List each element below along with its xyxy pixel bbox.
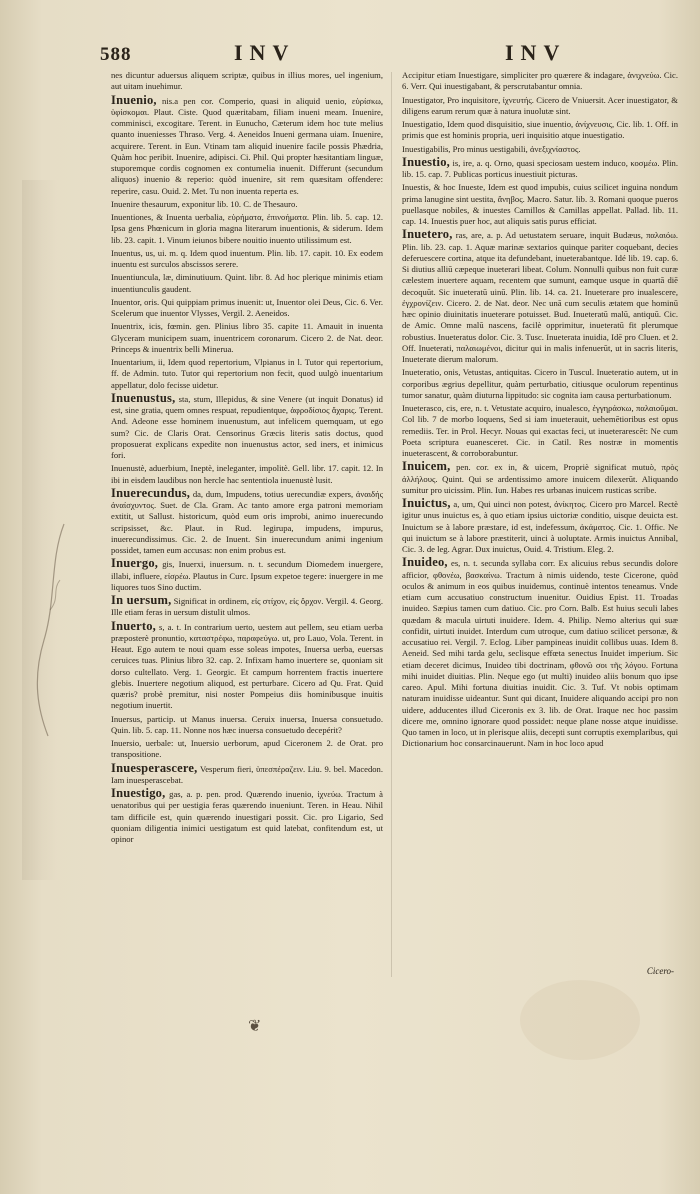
running-head-left: INV (234, 40, 296, 65)
entry-text: Vesperum fieri, ὑπεσπέραζειν. Liu. 9. bel. Macedon. Iam inuesperascebat. (111, 763, 384, 785)
left-entry (111, 321, 383, 355)
right-entry (402, 557, 678, 749)
entry-text: a, um, Qui uinci non potest, ἀνίκητος. Cicero pro Marcel. Rectè igitur unus inuictus es, à quo etiam ipsius uictoriæ conditio, uisque deuicta est. Inuictum se à labore præstare, id est, indefessum, ἀκάματος. Cic. 1. Offic. Ne qui inuictum se à labore præstiterit, uinci à uoluptate. Armis inuictus Annibal, Cic. 3. de leg. Agrar. Dux inuictus, Ouid. 4. Tristium. Eleg. 2. (402, 499, 678, 554)
right-entry (402, 461, 678, 496)
entry-text: Inuenire thesaurum, exponitur lib. 10. C. de Thesauro. (111, 198, 298, 209)
right-entry (402, 182, 678, 227)
entry-text: Inuentrix, icis, fœmin. gen. Plinius libro 35. capite 11. Amauit in inuenta Glyceram municipem suam, inuentricem coronarum. Cicero 2. de Nat. deor. Princeps & inuentrix belli Minerua. (111, 321, 383, 354)
left-entry (111, 595, 383, 619)
right-entry (402, 95, 678, 118)
catchword: Cicero- (646, 966, 674, 976)
right-column (402, 70, 678, 752)
page-header (0, 40, 700, 66)
headword: Inuestio, (402, 154, 450, 169)
entry-text: Inuersio, uerbale: ut, Inuersio uerborum, apud Ciceronem 2. de Orat. pro transpositione. (111, 738, 383, 760)
entry-text: pen. cor. ex in, & uicem, Propriè significat mutuò, πρὸς ἀλλήλους. Quint. Qui se ardentissimo amore inuicem dilexerūt. Aliquando sumitur pro uicissim. Plin. Iun. Habes res urbanas inuicem rusticas scribe. (402, 462, 679, 495)
left-column (111, 70, 383, 847)
left-entry (111, 485, 383, 557)
running-head-right: INV (505, 40, 567, 65)
right-entry (402, 144, 678, 155)
left-entry (111, 272, 383, 295)
printer-ornament: ❦ (248, 1018, 263, 1035)
left-entry (111, 357, 383, 391)
headword: Inuergo, (111, 556, 159, 571)
headword: In uersum, (111, 593, 172, 607)
left-entry (111, 92, 383, 197)
headword: Inuenio, (111, 92, 157, 107)
headword: Inuerto, (111, 618, 157, 633)
entry-text: Inuestigator, Pro inquisitore, ἰχνευτής. Cicero de Vniuersit. Acer inuestigator, & diligens earum rerum quæ à natura inuolutæ sint. (402, 94, 678, 116)
entry-text: s, a. t. In contrarium uerto, uestem aut pellem, seu etiam uerba præposterè pronuntio, καταστρέφω, παραφεύγω. ut, pro Lauo, Vola. Terent. in Heaut. Ego autem te noui quam esse soleas impotes, Inuersa uerba, euersas ceruices tuas. Plinius libro 32. cap. 2. Infixam hamo inuertere se, quoniam sit dorso cultellato. Verg. 1. Georgic. Et campum horrentem fractis inuertere glebis. Inuertere negotium aliquod, est perturbare. Cicero ad Qu. Frat. Quid quæris? probè premitur, nisi noster Pompeius diis hominibusque inuitis negotium inuertit. (111, 621, 383, 711)
left-entry (111, 199, 383, 210)
right-entry (402, 229, 678, 365)
right-entry (402, 367, 678, 401)
entry-text: ras, are, a. p. Ad uetustatem seruare, inquit Budæus, παλαιόω. Plin. lib. 23. cap. 1. Aquæ marinæ sextarios quinque pariter coquebant, decies deferuescere cortina, atque ita defundebant, inueterabantque. Idé lib. 19. cap. 6. Si diutius alliū cæpeque inueterari libeat. Colum. Nonnulli quibus non fuit curæ cælestem inuertere aquam, recentem que sumunt, eamque usque in quartā diē decoquūt. Sic inueteratū uinū. Plin. lib. 14. ca. 21. Inueterare pro inualescere, ἐγχρονίζειν. Cicero. 2. de Nat. deor. Nec unā cum seculis ætatem que hominū hæc opinio diuinitatis inueterare potuisset. Bud. Inueteratū malū, antiquū. Cic. de Amic. Omne malū nascens, facilè opprimitur, inueteratū fit plerumque robustius. Inueteratus dolor. Cic. 3. Tusc. Inueterata inuidia, Idē pro Cluen. et 2. Off. Inueterati, παλαιωμένοι, dicitur qui in malis infenuerūt, ut in sacris literis, Inueterate dierum malorum. (402, 230, 679, 364)
entry-text: nes dicuntur aduersus aliquem scriptæ, quibus in illius mores, uel ingenium, aut uitam inuehimur. (111, 70, 383, 92)
right-entry (402, 154, 678, 181)
entry-text: Inuestigabilis, Pro minus uestigabili, ἀνεξιχνίαστος. (402, 143, 581, 154)
entry-text: gas, a. p. pen. prod. Quærendo inuenio, ἰχνεύω. Tractum à uenatoribus qui per uestigia feras quærendo inueniunt. Teren. in Heau. Nihil tam difficile est, quin quærendo inuestigari possit. Cic. pro Ligario, Sed quoniam diligentia inimici uestigatum est quid latebat, confitendum est, ut opinor (111, 789, 383, 844)
left-entry (111, 248, 383, 271)
entry-text: Inuestis, & hoc Inueste, Idem est quod impubis, cuius scilicet inguina nondum prima lanugine sint uestita, ἄνηβος. Macro. Satur. lib. 3. Romani quoque pueros puellasque nobiles, & inuestes Camillos & Camillas appellat. Pallad. lib. 11. cap. 14. Inuestis puer hoc, aut aliquis satis purus efficiat. (402, 182, 678, 226)
entry-text: Inuentus, us, ui. m. q. Idem quod inuentum. Plin. lib. 17. capit. 10. Ex eodem inuentu est surculos abscissos serere. (111, 247, 383, 269)
margin-handwriting-mark (30, 520, 70, 740)
entry-text: gis, Inuerxi, inuersum. n. t. secundum Diomedem inuergere, illabi, influere, εἰσρέω. Plautus in Curc. Ipsum expetoe tegere: inuergere in me liquores tuos Sino ductim. (111, 559, 383, 592)
entry-text: Accipitur etiam Inuestigare, simpliciter pro quærere & indagare, ἀνιχνεύω. Cic. 6. Verr. Qui inuestigabant, & perscrutabantur omnia. (402, 70, 678, 92)
entry-text: Inuentor, oris. Qui quippiam primus inuenit: ut, Inuentor olei Deus, Cic. 6. Ver. Scelerum que inuentor Vlysses, Vergil. 2. Aeneidos. (111, 296, 383, 318)
entry-text: da, dum, Impudens, totius uerecundiæ expers, ἀναιδής ἀναίσχυντος. Suet. de Cla. Gram. Ac tanto amore erga patroni memoriam extitit, ut Sallust. historicum, quòd eum oris improbi, animo inuerecundo scripsisset, &c. Plaut. in Rud. legirupa, impudens, impurus, inuerecundissimus. Cic. 2. de Inuent. Sin inuerecundum animi ingenium possidet, tamen eum accusas: non enim probus est. (111, 488, 383, 555)
entry-text: sta, stum, Illepidus, & sine Venere (ut inquit Donatus) id est, sine gratia, quem omnes respuat, repudientque, ἀφροδίσιος ἄχαρις. Terent. And. Adeone esse hominem inuenustum, aut infelicem quemquam, ut ego sum? Cic. de Claris Orat. Censorinus Græcis literis satis doctus, quod proposuerat explicans expedite non inuenustus actor, sed iners, et inimicus fori. (111, 393, 383, 460)
headword: Inuenustus, (111, 390, 176, 405)
left-entry (111, 760, 384, 787)
headword: Inuesperascere, (111, 760, 198, 775)
entry-text: Inuestigatio, Idem quod disquisitio, siue inuentio, ἀνίχνευσις, Cic. lib. 1. Off. in primis que est hominis propria, ueri inquisitio atque inuestigatio. (402, 119, 678, 141)
left-entry (111, 390, 383, 462)
entry-text: Inuentarium, ii, Idem quod repertorium, Vlpianus in l. Tutor qui repertorium, ff. de Admin. tuto. Tutor qui repertorium non fecit, quod uulgò inuentarium appellatur, dolo fecisse uidetur. (111, 357, 383, 390)
left-entry (111, 558, 383, 593)
right-entry (402, 70, 678, 93)
right-entry (402, 119, 678, 142)
entry-text: Significat in ordinem, εἰς στίχον, εἰς ὄρχον. Vergil. 4. Georg. Ille etiam feras in uersum distulit ulmos. (111, 596, 383, 618)
paper-stain (520, 980, 640, 1060)
headword: Inuerecundus, (111, 485, 191, 500)
column-divider (391, 72, 392, 977)
left-entry (111, 738, 383, 761)
headword: Inuideo, (402, 555, 448, 570)
entry-text: Inuentiones, & Inuenta uerbalia, εὑρήματα, ἐπινοήματα. Plin. lib. 5. cap. 12. Ipsa gens Phœnicum in gloria magna literarum inuentionis, & siderum. Idem lib. 23. capit. 1. Vinum ieiunos bibere nouitio inuento utilissimum est. (111, 212, 383, 245)
entry-text: is, ire, a. q. Orno, quasi speciosam uestem induco, κοσμέω. Plin. lib. 15. cap. 7. Publicas porticus inuestiuit picturas. (402, 157, 678, 179)
page-number: 588 (100, 44, 132, 65)
entry-text: Inueteratio, onis, Vetustas, antiquitas. Cicero in Tuscul. Inueteratio autem, ut in corporibus ægrius depellitur, quàm perturbatio, citiusque oculorum repentinus tumor sanatur, quàm diuturna lippitudo: sic cognita iam causa perturbationum. (402, 367, 678, 400)
headword: Inuictus, (402, 496, 451, 510)
left-entry (111, 463, 383, 486)
left-entry (111, 297, 383, 320)
headword: Inuestigo, (111, 786, 166, 800)
left-entry (111, 212, 383, 246)
entry-text: Inuenustè, aduerbium, Ineptè, ineleganter, impolitè. Gell. libr. 17. capit. 12. In ibi in eisdem laudibus non hercle hac sententiola inuenustè lusit. (111, 463, 383, 485)
right-entry (402, 403, 678, 459)
left-entry (111, 70, 383, 93)
entry-text: es, n. t. secunda syllaba corr. Ex alicuius rebus secundis dolore afficior, φθονέω, βασκαίνω. Tractum à nimis uidendo, teste Cicerone, quòd oculos & animum in eos quibus inuidemus, continuè intentos teneamus. Vnde etiam cum accusatiuo constructum inuenitur. Ouidius Epist. 11. Troadas inuideo. Sæpius tamen cum datiuo. Cic. pro Corn. Balb. Est huius seculi labes quædam & macula uirtuti inuidere. Idem. 4. Philip. Nemo alterius qui suæ confidit, uirtuti inuidet. Interdum cum utroque, cum datiuo scilicet personæ, & accusatiuo rei. Vergil. 7. Eclog. Liber pampineas inuidit collibus uuas. Idem 8. Aeneid. Sed mihi tarda gelu, seclisque effœta senectus Inuidet imperium. Sic etiam deceret dicimus, Inuideo tibi doctrinam, φθονῶ σοι τῆς λόγου. Fortuna mihi inuidet diuitias. Plin. Neque ego (ut multi) inuideo aliis bonum quo ipse careo. Apul. Mihi fortuna diuitias inuidit. Cic. 3. Tuf. Vt nobis optimam naturam inuidisse uideantur. Sunt qui dicant, Inuidere aliquando accipi pro non uidere, adducentes illud Ciceronis ex 3. lib. de Orat. Iraque nec hoc passim dicere me, omnino ignorare quod possidet: neque plane nosse atque inuidisse. Quo tamen in loco, ut in plerisque aliis, decepti sunt corruptis exemplaribus, qui Dictionarium hoc consarcinauerunt. Nam in hoc loco apud (402, 558, 678, 749)
entry-text: Inueterasco, cis, ere, n. t. Vetustate acquiro, inualesco, ἐγγηράσκω, παλαιοῦμαι. Col lib. 7 de morbo loquens, Sed si iam inueterauit, uehemētioribus est opus remediis. Ter. in Prol. Hecyr. Nouas qui exactas feci, ut inueterarescēt: Ne cum Poeta scriptura euanesceret. Cic. in Catil. Res nostræ in momentis inueterascent, & corroborabuntur. (402, 403, 678, 458)
headword: Inuetero, (402, 227, 453, 242)
entry-text: Inuersus, particip. ut Manus inuersa. Ceruix inuersa, Inuersa consuetudo. Quin. lib. 5. cap. 11. Nonne nos hæc inuersa consuetudo decepérit? (111, 713, 383, 735)
headword: Inuicem, (402, 459, 451, 474)
entry-text: Inuentiuncula, læ, diminutiuum. Quint. libr. 8. Ad hoc plerique minimis etiam inuentiunculis gaudent. (111, 272, 383, 294)
left-entry (111, 714, 383, 737)
left-entry (111, 788, 383, 845)
right-entry (402, 498, 678, 555)
left-entry (111, 618, 383, 712)
entry-text: nis.a pen cor. Comperio, quasi in aliquid uenio, εὑρίσκω, ὑφίσκομαι. Plaut. Ciste. Quod quæritabam, filiam inueni meam. Inuenire, comminisci, excogitare. Terent. in Eunucho, Cæterum idem hoc tute melius quanto inueniesses Thraso. Verg. 4. Aeneidos Inueni germana uiam. Inuenire, acquirere. Terent. in Eun. Vtinam tam aliquid inuenire facile possis Phædria, Quàm hoc peribit. Inuenire, adipisci. Ci. Phil. Qui propter hæsitantiam linguæ, stuporemque cordis cognomen ex contumelia inuenit. Differunt (secundum aliquos) inuenio & reperio: quòd inuenire, sit rem quæsitam offendere: reperire, casu. Ouid. 2. Met. Tu non inuenta reperta es. (111, 95, 383, 196)
